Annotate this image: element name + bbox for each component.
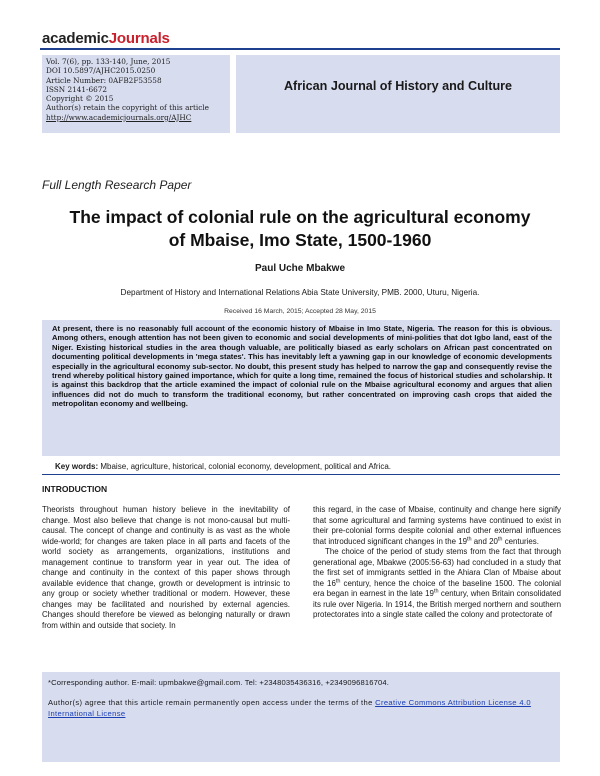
author-affiliation: Department of History and International Relations Abia State University, PMB. 2000, Uturu, Nigeria. bbox=[120, 288, 480, 297]
publisher-logo: academicJournals bbox=[42, 30, 170, 47]
keywords-text: Mbaise, agriculture, historical, colonial economy, development, political and Africa. bbox=[100, 462, 392, 471]
article-meta-box bbox=[42, 55, 230, 133]
journal-url-link[interactable]: http://www.academicjournals.org/AJHC bbox=[46, 112, 192, 122]
journal-title: African Journal of History and Culture bbox=[283, 79, 513, 93]
paper-title bbox=[30, 206, 570, 252]
abstract-box bbox=[42, 320, 560, 456]
section-heading-introduction: INTRODUCTION bbox=[42, 484, 108, 494]
meta-doi: DOI 10.5897/AJHC2015.0250 bbox=[46, 66, 156, 76]
paper-title-line-2: of Mbaise, Imo State, 1500-1960 bbox=[168, 230, 432, 250]
meta-retain: Author(s) retain the copyright of this article bbox=[46, 103, 209, 113]
intro-paragraph-3: The choice of the period of study stems from the fact that through generational age, Mbakwe (2005:56-63) had concluded in a study that the first set of immigrants settled in the Ahiara Clan of Mbaise about the 16th century, hence the choice of the baseline 1500. The colonial era began in earnest in the late 19th century, when Britain consolidated its rule over Nigeria. In 1914, the British merged northern and southern protectorates into a single state called the colony and protectorate of bbox=[313, 547, 561, 619]
paper-type: Full Length Research Paper bbox=[42, 178, 192, 192]
header-rule bbox=[40, 48, 560, 50]
license-link[interactable]: Creative Commons Attribution License 4.0 International License bbox=[48, 698, 531, 718]
keywords-rule bbox=[42, 474, 560, 475]
meta-copyright: Copyright © 2015 bbox=[46, 94, 114, 104]
meta-volume: Vol. 7(6), pp. 133-140, June, 2015 bbox=[46, 57, 171, 66]
abstract-text: At present, there is no reasonably full account of the economic history of Mbaise in Imo State, Nigeria. The reason for this is obvious. Among others, enough attention has not been given to economic and social developments of mini-polities that dot Igbo land, east of the Niger. Existing historical studies in the area though valuable, are politically biased as early scholars on African past concentrated on documenting political developments in 'mega states'. This has inevitably left a yawning gap in our knowledge of economic developments especially in the agricultural economy sub-sector. No doubt, this present study has helped to narrow the gap and consequently revise the trend whereby political history gained importance, which for quite a long time, remained the focus of historical studies and scholarship. It is against this backdrop that the article examined the impact of colonial rule on the Mbaise agricultural economy and argues that alien influences did not do much to transform the traditional economy, but rather concentrated on improving cash crops that aided the metropolitan economy and wellbeing. bbox=[52, 324, 552, 409]
author-name: Paul Uche Mbakwe bbox=[254, 263, 346, 274]
body-column-left bbox=[42, 505, 290, 631]
meta-article-number: Article Number: 0AFB2F53558 bbox=[46, 75, 162, 85]
body-column-right bbox=[313, 505, 561, 621]
keywords-label: Key words: bbox=[55, 462, 99, 471]
meta-issn: ISSN 2141-6672 bbox=[46, 84, 108, 94]
corresponding-author: *Corresponding author. E-mail: upmbakwe@gmail.com. Tel: +2348035436316, +2349096816704. bbox=[48, 678, 390, 687]
footnote-box bbox=[42, 672, 560, 762]
intro-paragraph-1: Theorists throughout human history believe in the inevitability of change. Most also believe that change is not mono-causal but multi-causal. The concept of change and continuity is as vast as the whole wide-world; for changes are taken place in all parts and facets of the world society as arrangements, organizations, institutions and management continue to transform year in year out. The idea of change and continuity in the context of this paper shows through available evidence that change, growth or development is intrinsic to any group or society whether traditional or modern. However, these changes may be facilitated and nourished by external agencies. Changes should therefore be viewed as belonging naturally or drawn from within and outside that society. In bbox=[42, 505, 290, 630]
keywords bbox=[55, 462, 555, 471]
intro-paragraph-2: this regard, in the case of Mbaise, continuity and change here signify that some agricultural and farming systems have continued to exist in their pre-colonial forms despite colonial and other external influences that introduced significant changes in the 19th and 20th centuries. bbox=[313, 505, 561, 546]
journal-title-box bbox=[236, 55, 560, 133]
paper-title-line-1: The impact of colonial rule on the agricultural economy bbox=[69, 207, 531, 227]
license-statement: Author(s) agree that this article remain permanently open access under the terms of the Creative Commons Attribution License 4.0 International License bbox=[48, 698, 531, 718]
received-dates: Received 16 March, 2015; Accepted 28 May, 2015 bbox=[224, 308, 376, 315]
